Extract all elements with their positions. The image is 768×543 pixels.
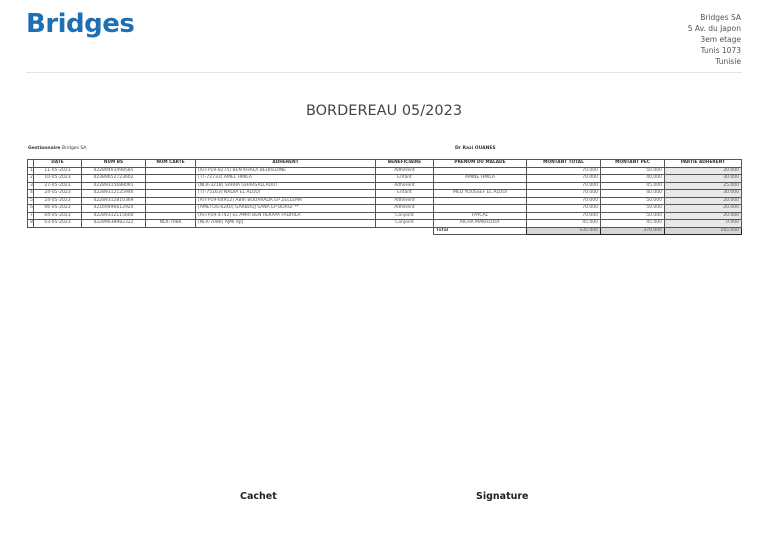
header-divider bbox=[26, 72, 742, 73]
doctor-name: Dr Razi OUANES bbox=[455, 146, 496, 151]
row-index: 3 bbox=[28, 182, 34, 190]
num-carte-cell bbox=[146, 205, 196, 213]
table-row bbox=[28, 212, 742, 220]
row-index: 2 bbox=[28, 175, 34, 183]
partie-adherent-cell: 20.000 bbox=[665, 205, 742, 213]
prenom-malade-cell: AICHA MAKHLOUF bbox=[434, 220, 527, 228]
adherent-cell: [TT-75163] NADIA EL ALOUI bbox=[196, 190, 376, 198]
date-cell: 10-05-2023 bbox=[34, 175, 82, 183]
num-bs-cell: 42289312125946 bbox=[82, 190, 146, 198]
bordereau-table bbox=[27, 159, 742, 235]
num-bs-cell: 42169496612924 bbox=[82, 205, 146, 213]
prenom-malade-cell bbox=[434, 182, 527, 190]
bridges-logo: Bridges bbox=[26, 9, 135, 39]
beneficiaire-cell: Adhérent bbox=[376, 197, 434, 205]
header-num-carte: NUM CARTE bbox=[146, 160, 196, 168]
montant-total-cell: 70.000 bbox=[527, 182, 601, 190]
num-carte-cell bbox=[146, 197, 196, 205]
beneficiaire-cell: Adhérent bbox=[376, 167, 434, 175]
adherent-cell: [NLR-7086] AJMI AJIJ bbox=[196, 220, 376, 228]
empty-cell bbox=[196, 227, 376, 235]
num-bs-cell: 42389652723602 bbox=[82, 175, 146, 183]
date-cell: 27-05-2023 bbox=[34, 182, 82, 190]
num-bs-cell: 42289638982322 bbox=[82, 220, 146, 228]
partie-adherent-cell: 0.000 bbox=[665, 220, 742, 228]
montant-pec-cell: 45.000 bbox=[601, 220, 665, 228]
num-bs-cell: 42289312115600 bbox=[82, 212, 146, 220]
prenom-malade-cell: AMINE HMILA bbox=[434, 175, 527, 183]
prenom-malade-cell bbox=[434, 197, 527, 205]
company-address bbox=[688, 12, 741, 67]
table-row bbox=[28, 190, 742, 198]
beneficiaire-cell: Adhérent bbox=[376, 205, 434, 213]
montant-total-cell: 70.000 bbox=[527, 175, 601, 183]
total-pec: 370.000 bbox=[601, 227, 665, 235]
row-index: 8 bbox=[28, 220, 34, 228]
cachet-label: Cachet bbox=[240, 491, 277, 502]
gestionnaire bbox=[28, 146, 86, 151]
num-carte-cell bbox=[146, 182, 196, 190]
row-index: 4 bbox=[28, 190, 34, 198]
beneficiaire-cell: Conjoint bbox=[376, 212, 434, 220]
prenom-malade-cell bbox=[434, 167, 527, 175]
montant-pec-cell: 50.000 bbox=[601, 197, 665, 205]
montant-total-cell: 70.000 bbox=[527, 212, 601, 220]
adherent-cell: [ATFP19-4742] EL AMRI BEN REKAYA FADHILA bbox=[196, 212, 376, 220]
date-cell: 24-05-2023 bbox=[34, 190, 82, 198]
header-row bbox=[28, 160, 742, 168]
table-row bbox=[28, 175, 742, 183]
gestionnaire-label: Gestionnaire bbox=[28, 146, 61, 151]
total-label: Total bbox=[434, 227, 527, 235]
date-cell: 04-05-2023 bbox=[34, 212, 82, 220]
signature-label: Signature bbox=[476, 491, 529, 502]
montant-pec-cell: 40.000 bbox=[601, 175, 665, 183]
row-index: 5 bbox=[28, 197, 34, 205]
montant-total-cell: 70.000 bbox=[527, 197, 601, 205]
num-carte-cell bbox=[146, 175, 196, 183]
partie-adherent-cell: 20.000 bbox=[665, 212, 742, 220]
total-montant: 535.000 bbox=[527, 227, 601, 235]
header-montant-total: MONTANT TOTAL bbox=[527, 160, 601, 168]
company-address-line1: 5 Av. du Japon bbox=[687, 24, 741, 33]
empty-cell bbox=[34, 227, 82, 235]
date-cell: 24-05-2023 bbox=[34, 197, 82, 205]
montant-pec-cell: 50.000 bbox=[601, 212, 665, 220]
company-country: Tunisie bbox=[715, 57, 741, 66]
date-cell: 11-05-2023 bbox=[34, 167, 82, 175]
table-header bbox=[28, 160, 742, 168]
partie-adherent-cell: 20.000 bbox=[665, 197, 742, 205]
beneficiaire-cell: Enfant bbox=[376, 175, 434, 183]
empty-cell bbox=[376, 227, 434, 235]
num-carte-cell bbox=[146, 212, 196, 220]
table-row bbox=[28, 167, 742, 175]
table-row bbox=[28, 197, 742, 205]
montant-total-cell: 45.000 bbox=[527, 220, 601, 228]
montant-total-cell: 70.000 bbox=[527, 205, 601, 213]
empty-cell bbox=[146, 227, 196, 235]
company-address-line2: 3em etage bbox=[700, 35, 741, 44]
adherent-cell: [TT-72733] AMEL HMILA bbox=[196, 175, 376, 183]
row-index: 7 bbox=[28, 212, 34, 220]
num-carte-cell bbox=[146, 167, 196, 175]
montant-total-cell: 70.000 bbox=[527, 190, 601, 198]
header-partie-adherent: PARTIE ADHERENT bbox=[665, 160, 742, 168]
adherent-cell: [ATFP19-8275] BEN KHALA BEDREDINE bbox=[196, 167, 376, 175]
page-title: BORDEREAU 05/2023 bbox=[305, 103, 463, 119]
beneficiaire-cell: Enfant bbox=[376, 190, 434, 198]
partie-adherent-cell: 20.000 bbox=[665, 167, 742, 175]
gestionnaire-value: Bridges SA bbox=[61, 146, 87, 151]
header-beneficiaire: BENEFICIAIRE bbox=[376, 160, 434, 168]
company-name: Bridges SA bbox=[700, 13, 741, 22]
montant-pec-cell: 50.000 bbox=[601, 205, 665, 213]
partie-adherent-cell: 30.000 bbox=[665, 175, 742, 183]
table-body bbox=[28, 167, 742, 235]
adherent-cell: [ATFP19-64912] ABIR BOUARADA EP ZELLEMA bbox=[196, 197, 376, 205]
beneficiaire-cell: Conjoint bbox=[376, 220, 434, 228]
header-montant-pec: MONTANT PEC bbox=[601, 160, 665, 168]
prenom-malade-cell: MED YOUSSEF EL ALOUI bbox=[434, 190, 527, 198]
row-index: 1 bbox=[28, 167, 34, 175]
header-adherent: ADHERENT bbox=[196, 160, 376, 168]
total-partie-adherent: 165.000 bbox=[665, 227, 742, 235]
row-index: 6 bbox=[28, 205, 34, 213]
table-row bbox=[28, 182, 742, 190]
header-prenom-malade: PRENOM DU MALADE bbox=[434, 160, 527, 168]
partie-adherent-cell: 30.000 bbox=[665, 190, 742, 198]
num-bs-cell: 42289403498585 bbox=[82, 167, 146, 175]
date-cell: 06-05-2023 bbox=[34, 205, 82, 213]
prenom-malade-cell bbox=[434, 205, 527, 213]
adherent-cell: [NLR-3218] SARRA GHARSALLAOUI bbox=[196, 182, 376, 190]
montant-pec-cell: 45.000 bbox=[601, 182, 665, 190]
date-cell: 03-05-2023 bbox=[34, 220, 82, 228]
num-bs-cell: 42289312810369 bbox=[82, 197, 146, 205]
partie-adherent-cell: 25.000 bbox=[665, 182, 742, 190]
num-bs-cell: 42289315688091 bbox=[82, 182, 146, 190]
adherent-cell: [AMETOS-6240] GARBOUJ SANA EP BORGI ** bbox=[196, 205, 376, 213]
table-row bbox=[28, 220, 742, 228]
empty-cell bbox=[82, 227, 146, 235]
header-num-bs: NUM BS bbox=[82, 160, 146, 168]
prenom-malade-cell: FAYCAL bbox=[434, 212, 527, 220]
num-carte-cell bbox=[146, 190, 196, 198]
montant-pec-cell: 40.000 bbox=[601, 190, 665, 198]
header-date: DATE bbox=[34, 160, 82, 168]
num-carte-cell: NLR-7086 bbox=[146, 220, 196, 228]
montant-pec-cell: 50.000 bbox=[601, 167, 665, 175]
table-row bbox=[28, 205, 742, 213]
beneficiaire-cell: Adhérent bbox=[376, 182, 434, 190]
total-row bbox=[28, 227, 742, 235]
company-city: Tunis 1073 bbox=[700, 46, 741, 55]
montant-total-cell: 70.000 bbox=[527, 167, 601, 175]
